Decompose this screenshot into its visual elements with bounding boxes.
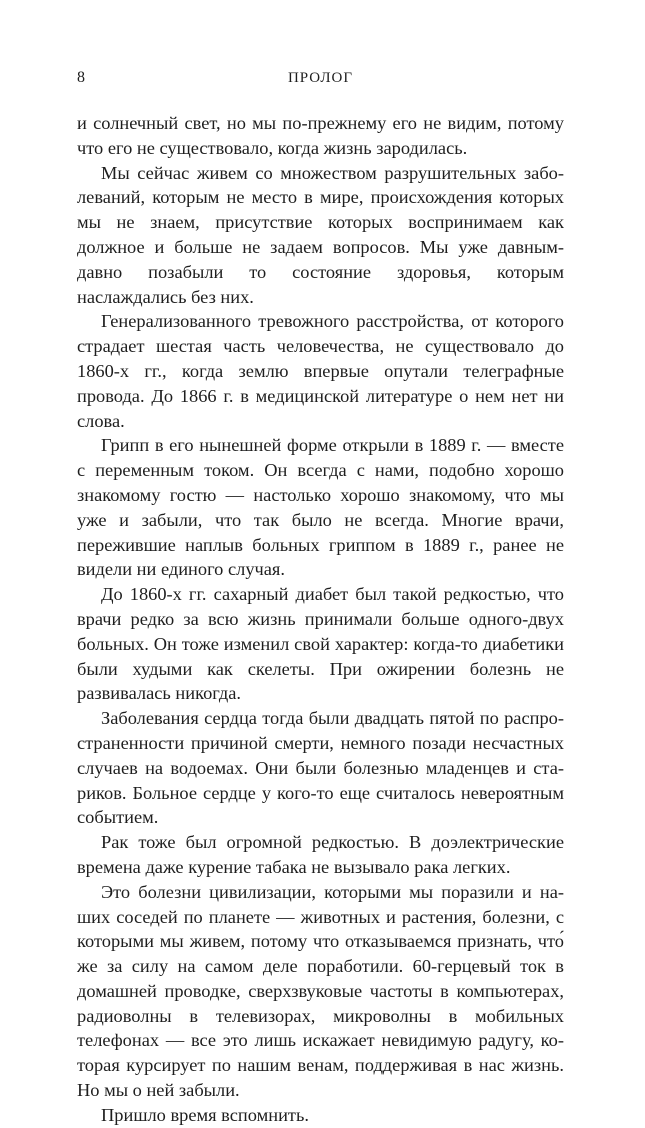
paragraph-9: Пришло время вспомнить. [101, 1104, 309, 1125]
body-text [77, 111, 564, 1128]
paragraph-6: Заболевания сердца тогда были двадцать пятой по распространенности причиной смерти, немного позади несчастных случаев на водоемах. Они были болезнью младенцев и стариков. Больное сердце у кого-то еще считалось невероятным событием. [77, 708, 564, 828]
paragraph-3: Генерализованного тревожного расстройства, от которого страдает шестая часть человечества, не существовало до 1860-х гг., когда землю впервые опутали телеграфные провода. До 1866 г. в медицинской литературе о нем нет ни слова. [77, 311, 564, 431]
paragraph-5: До 1860-х гг. сахарный диабет был такой редкостью, что врачи редко за всю жизнь принимали больше одного-двух больных. Он тоже изменил свой характер: когда-то диабетики были худыми как скелеты. При ожирении болезнь не развивалась никогда. [77, 584, 564, 704]
paragraph-8: Это болезни цивилизации, которыми мы поразили и наших соседей по планете — животных и растения, болезни, с которыми мы живем, потому что отказываемся признать, что́ же за силу на самом деле поработили. 60-герцевый ток в домашней проводке, сверхзвуковые частоты в компьютерах, радиоволны в телевизорах, микроволны в мобильных телефонах — все это лишь искажает невидимую радугу, которая курсирует по нашим венам, поддерживая в нас жизнь. Но мы о ней забыли. [77, 881, 564, 1101]
running-head [77, 68, 564, 88]
chapter-title: ПРОЛОГ [287, 70, 354, 86]
paragraph-1: и солнечный свет, но мы по-прежнему его не видим, потому что его не существовало, когда жизнь зародилась. [77, 113, 564, 158]
paragraph-4: Грипп в его нынешней форме открыли в 1889 г. — вместе с переменным током. Он всегда с нами, подобно хорошо знакомому гостю — настолько хорошо знакомому, что мы уже и забыли, что так было не всегда. Многие врачи, пережившие наплыв больных гриппом в 1889 г., ранее не видели ни единого случая. [77, 435, 564, 580]
page-number: 8 [77, 69, 85, 86]
paragraph-7: Рак тоже был огромной редкостью. В доэлектрические времена даже курение табака не вызывало рака легких. [77, 832, 564, 877]
paragraph-2: Мы сейчас живем со множеством разрушительных заболеваний, которым не место в мире, происхождения которых мы не знаем, присутствие которых воспринимаем как должное и больше не задаем вопросов. Мы уже давным-давно позабыли то состояние здоровья, которым наслаждались без них. [77, 162, 564, 307]
